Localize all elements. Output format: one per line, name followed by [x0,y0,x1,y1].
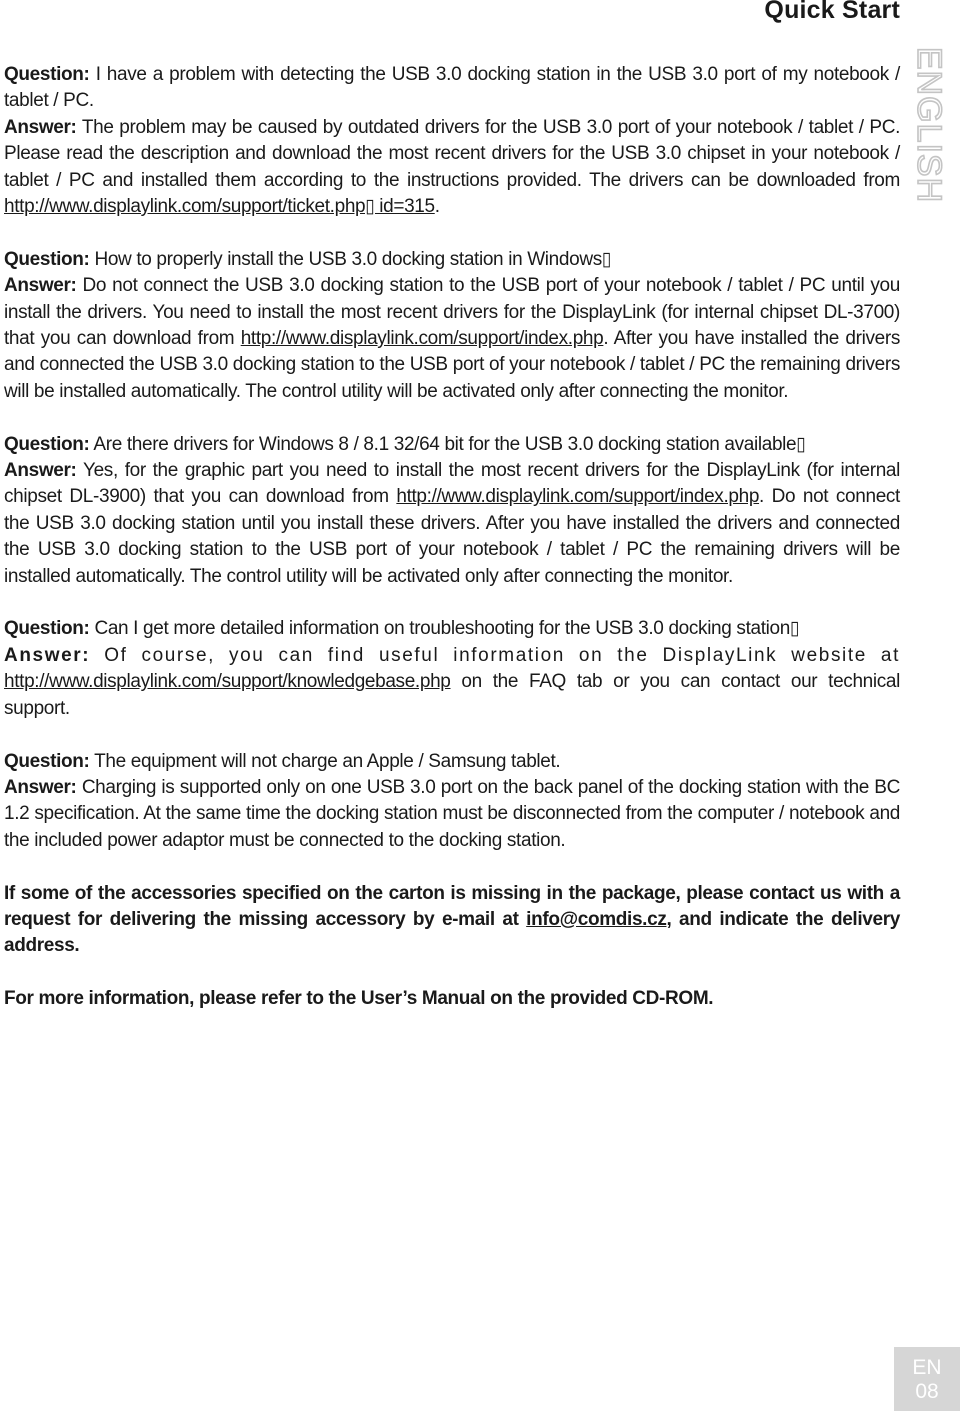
answer-text-after: . [434,196,440,218]
faq-item [4,432,900,590]
missing-accessory-notice [4,881,900,960]
question-label: Question: [4,64,90,85]
answer-label: Answer: [4,116,77,138]
answer-text-after: . Do not connect the USB 3.0 docking station until you install these drivers. After you have installed the drivers and connected the USB 3.0 docking station to the USB port of your notebook / tablet / PC the remaining drivers will be installed automatically. The control utility will be activated only after connecting the monitor. [4,486,900,587]
page-number-badge [894,1347,960,1411]
support-email-link[interactable]: info@comdis.cz [526,908,667,930]
notice-text: If some of the accessories specified on the carton is missing in the package, please contact us with a request for delivering the missing accessory by e-mail at [4,882,900,930]
answer-label: Answer: [4,275,77,297]
question [4,749,900,775]
answer-text: Do not connect the USB 3.0 docking station to the USB port of your notebook / tablet / PC until you install the drivers. You need to install the most recent drivers for the DisplayLink (for internal chipset DL-3700) that you can download from [4,275,900,350]
displaylink-support-link[interactable]: http://www.displaylink.com/support/index.php [240,328,604,350]
knowledgebase-link[interactable]: http://www.displaylink.com/support/knowledgebase.php [4,671,451,693]
faq-content [4,62,900,1039]
question-text: Can I get more detailed information on troubleshooting for the USB 3.0 docking station▯ [94,618,800,640]
faq-item [4,247,900,405]
displaylink-support-link[interactable]: http://www.displaylink.com/support/index.php [396,486,760,508]
answer-text: The problem may be caused by outdated drivers for the USB 3.0 port of your notebook / tablet / PC. Please read the description and download the most recent drivers for the USB 3.0 chipset in your notebook / tablet / PC and installed them according to the instructions provided. The drivers can be downloaded from [4,116,900,191]
answer-text: Charging is supported only on one USB 3.0 port on the back panel of the docking station with the BC 1.2 specification. At the same time the docking station must be disconnected from the computer / notebook and the included power adaptor must be connected to the docking station. [4,776,900,851]
question [4,432,900,458]
language-side-tab [912,30,946,220]
question [4,247,900,273]
faq-item [4,62,900,220]
question [4,616,900,642]
question-text: Are there drivers for Windows 8 / 8.1 32/64 bit for the USB 3.0 docking station available▯ [93,433,806,455]
answer [4,273,900,405]
answer [4,775,900,854]
faq-item [4,749,900,855]
question-label: Question: [4,248,90,270]
manual-reference-note: For more information, please refer to the User’s Manual on the provided CD-ROM. [4,988,714,1010]
question-label: Question: [4,433,90,455]
question [4,62,900,115]
page-number: 08 [915,1380,939,1403]
question-text: How to properly install the USB 3.0 docking station in Windows▯ [94,248,611,270]
answer-text: Yes, for the graphic part you need to install the most recent drivers for the DisplayLink (for internal chipset DL-3900) that you can download from [4,460,900,508]
question-label: Question: [4,618,90,640]
page-title: Quick Start [764,0,900,24]
driver-download-link[interactable]: http://www.displaylink.com/support/ticket.php▯ id=315 [4,196,435,218]
answer-label: Answer: [4,776,77,798]
answer-label: Answer: [4,460,77,482]
answer-label: Answer: [4,644,91,666]
page-language: EN [912,1356,942,1379]
notice-text-after: , and indicate the delivery address. [4,908,900,957]
faq-item [4,616,900,722]
answer [4,115,900,221]
answer [4,458,900,590]
answer [4,643,900,722]
language-label: ENGLISH [910,46,948,204]
question-text: The equipment will not charge an Apple / Samsung tablet. [94,750,561,772]
answer-text-after: . After you have installed the drivers and connected the USB 3.0 docking station to the USB port of your notebook / tablet / PC the remaining drivers will be installed automatically. The control utility will be activated only after connecting the monitor. [4,328,900,402]
question-label: Question: [4,750,90,772]
question-text: I have a problem with detecting the USB 3.0 docking station in the USB 3.0 port of my notebook / tablet / PC. [4,64,900,112]
answer-text: Of course, you can find useful information on the DisplayLink website at [104,644,900,666]
answer-text-after: on the FAQ tab or you can contact our technical support. [4,671,900,719]
